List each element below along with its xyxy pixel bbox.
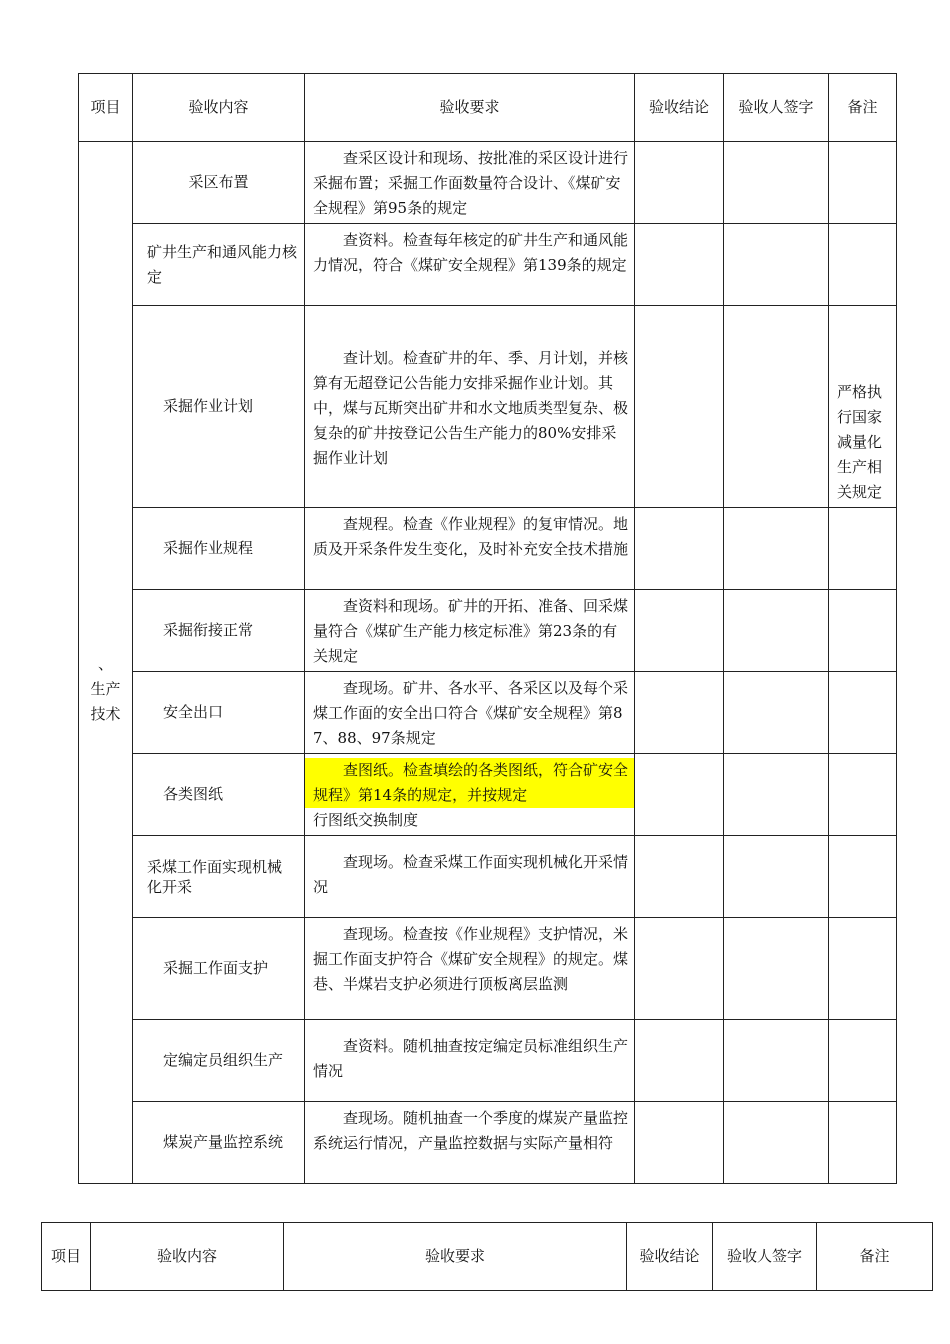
project-cell: [79, 142, 133, 1184]
conclusion-cell[interactable]: [635, 918, 724, 1020]
conclusion-cell[interactable]: [635, 142, 724, 224]
table-row: [79, 508, 897, 590]
header-conclusion: 验收结论: [627, 1223, 713, 1291]
note-cell: [829, 508, 897, 590]
requirement-cell: [305, 754, 635, 836]
content-cell: [133, 836, 305, 918]
project-label-line: 生产: [90, 680, 121, 698]
project-label-line: 技术: [90, 705, 121, 723]
signature-cell[interactable]: [724, 1020, 829, 1102]
conclusion-cell[interactable]: [635, 1102, 724, 1184]
table-row: [79, 1020, 897, 1102]
table-row: [79, 306, 897, 508]
signature-cell[interactable]: [724, 754, 829, 836]
content-cell: 采区布置: [133, 142, 305, 224]
note-cell: [829, 754, 897, 836]
table-row: [79, 672, 897, 754]
content-cell: 定编定员组织生产: [133, 1020, 305, 1102]
header-note: 备注: [829, 74, 897, 142]
requirement-cell: 查采区设计和现场、按批准的采区设计进行采掘布置；采掘工作面数量符合设计、《煤矿安全规程》第95条的规定: [305, 142, 635, 224]
conclusion-cell[interactable]: [635, 672, 724, 754]
acceptance-table-continued: [41, 1222, 933, 1291]
conclusion-cell[interactable]: [635, 836, 724, 918]
signature-cell[interactable]: [724, 836, 829, 918]
conclusion-cell[interactable]: [635, 754, 724, 836]
signature-cell[interactable]: [724, 142, 829, 224]
header-requirement: 验收要求: [305, 74, 635, 142]
requirement-cell: 查现场。矿井、各水平、各采区以及每个采煤工作面的安全出口符合《煤矿安全规程》第87、88、97条规定: [305, 672, 635, 754]
signature-cell[interactable]: [724, 306, 829, 508]
signature-cell[interactable]: [724, 1102, 829, 1184]
content-cell: 矿井生产和通风能力核定: [133, 224, 305, 306]
requirement-cell: 查现场。检查按《作业规程》支护情况，米掘工作面支护符合《煤矿安全规程》的规定。煤巷、半煤岩支护必须进行顶板离层监测: [305, 918, 635, 1020]
note-cell: [829, 224, 897, 306]
requirement-cell: 查现场。随机抽查一个季度的煤炭产量监控系统运行情况，产量监控数据与实际产量相符: [305, 1102, 635, 1184]
header-project: 项目: [42, 1223, 91, 1291]
table-row: [79, 836, 897, 918]
requirement-cell: 查现场。检查采煤工作面实现机械化开采情况: [305, 836, 635, 918]
note-cell: 严格执行国家减量化生产相关规定: [829, 306, 897, 508]
requirement-cell: 查资料和现场。矿井的开拓、准备、回采煤量符合《煤矿生产能力核定标准》第23条的有关规定: [305, 590, 635, 672]
header-requirement: 验收要求: [284, 1223, 627, 1291]
conclusion-cell[interactable]: [635, 306, 724, 508]
note-cell: [829, 1102, 897, 1184]
requirement-cell: 查规程。检查《作业规程》的复审情况。地质及开采条件发生变化，及时补充安全技术措施: [305, 508, 635, 590]
signature-cell[interactable]: [724, 590, 829, 672]
note-cell: [829, 1020, 897, 1102]
requirement-cell: 查计划。检查矿井的年、季、月计划，并核算有无超登记公告能力安排采掘作业计划。其中，煤与瓦斯突出矿井和水文地质类型复杂、极复杂的矿井按登记公告生产能力的80%安排采掘作业计划: [305, 306, 635, 508]
content-cell: 采掘作业计划: [133, 306, 305, 508]
conclusion-cell[interactable]: [635, 1020, 724, 1102]
note-cell: [829, 672, 897, 754]
table-row: [79, 918, 897, 1020]
content-cell: 采掘工作面支护: [133, 918, 305, 1020]
signature-cell[interactable]: [724, 672, 829, 754]
highlighted-text: 查图纸。检查填绘的各类图纸，符合矿安全规程》第14条的规定，并按规定: [305, 758, 634, 808]
note-cell: [829, 142, 897, 224]
note-cell: [829, 836, 897, 918]
conclusion-cell[interactable]: [635, 224, 724, 306]
header-content: 验收内容: [91, 1223, 284, 1291]
header-note: 备注: [817, 1223, 933, 1291]
table-row: [79, 224, 897, 306]
signature-cell[interactable]: [724, 508, 829, 590]
table-header-row: [42, 1223, 933, 1291]
note-cell: [829, 590, 897, 672]
header-signature: 验收人签字: [724, 74, 829, 142]
requirement-cell: 查资料。检查每年核定的矿井生产和通风能力情况，符合《煤矿安全规程》第139条的规定: [305, 224, 635, 306]
table-row: [79, 754, 897, 836]
requirement-cell: 查资料。随机抽查按定编定员标准组织生产情况: [305, 1020, 635, 1102]
content-cell: 采掘作业规程: [133, 508, 305, 590]
table-row: [79, 142, 897, 224]
conclusion-cell[interactable]: [635, 508, 724, 590]
requirement-rest: 行图纸交换制度: [313, 811, 419, 829]
header-signature: 验收人签字: [713, 1223, 817, 1291]
content-line: 采煤工作面实现机械: [147, 857, 283, 876]
signature-cell[interactable]: [724, 224, 829, 306]
project-label-line: 、: [97, 655, 113, 673]
content-cell: 煤炭产量监控系统: [133, 1102, 305, 1184]
acceptance-table: [78, 73, 897, 1184]
content-cell: 安全出口: [133, 672, 305, 754]
header-content: 验收内容: [133, 74, 305, 142]
table-row: [79, 1102, 897, 1184]
content-cell: 采掘衔接正常: [133, 590, 305, 672]
table-header-row: [79, 74, 897, 142]
note-cell: [829, 918, 897, 1020]
content-cell: 各类图纸: [133, 754, 305, 836]
header-project: 项目: [79, 74, 133, 142]
table-row: [79, 590, 897, 672]
signature-cell[interactable]: [724, 918, 829, 1020]
content-line: 化开采: [147, 877, 193, 896]
header-conclusion: 验收结论: [635, 74, 724, 142]
conclusion-cell[interactable]: [635, 590, 724, 672]
